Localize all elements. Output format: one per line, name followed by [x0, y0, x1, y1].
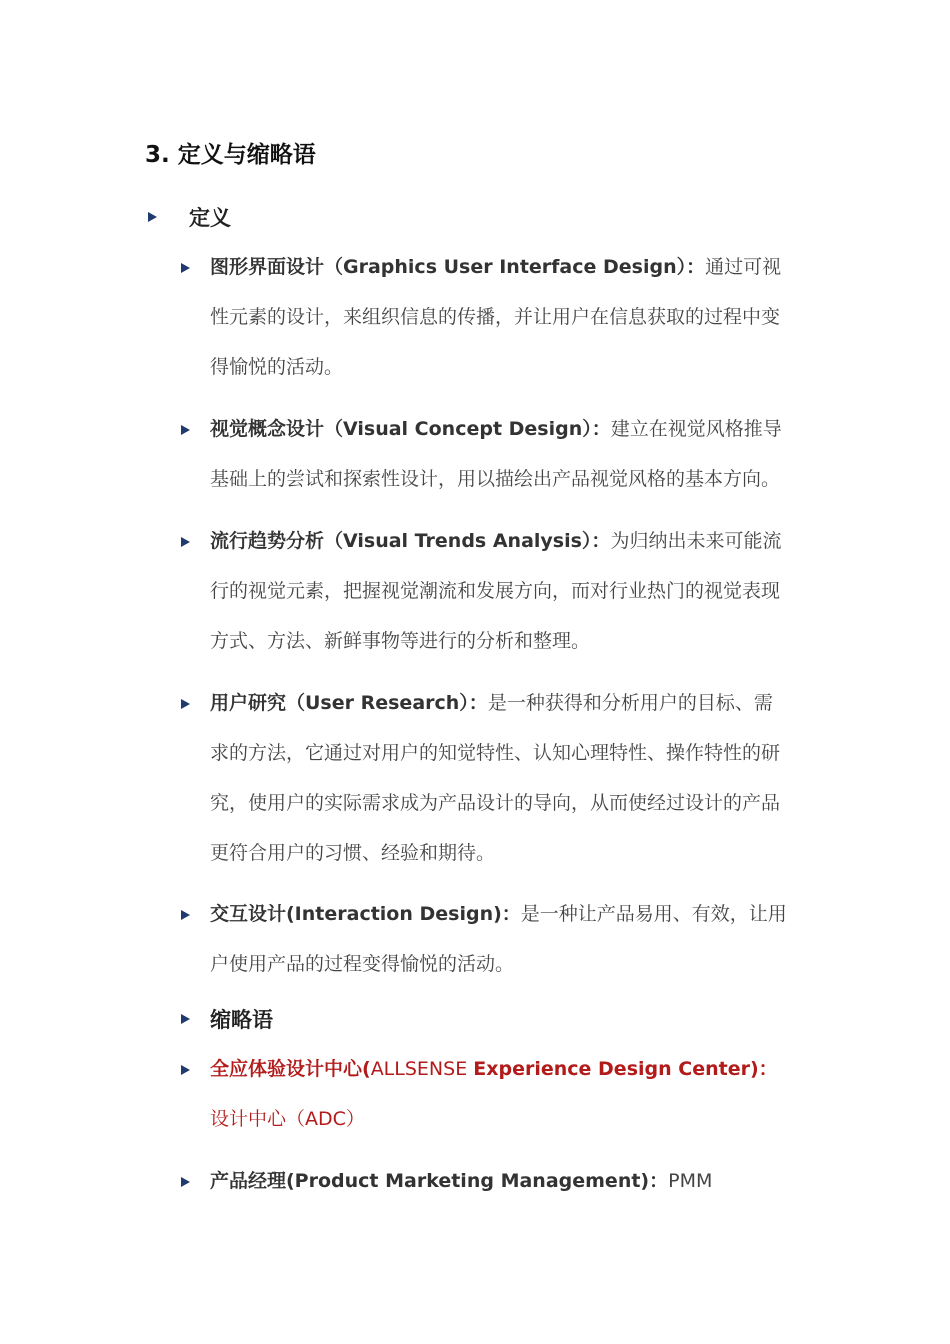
abbreviation-item: [210, 1156, 790, 1206]
abbreviation-text: PMM: [668, 1170, 713, 1192]
definition-item: [210, 516, 790, 666]
definition-item: [210, 678, 790, 878]
abbreviation-item: [210, 1044, 790, 1144]
definition-text: 为归纳出未来可能流行的视觉元素，把握视觉潮流和发展方向，而对行业热门的视觉表现方式、方法、新鲜事物等进行的分析和整理。: [210, 530, 782, 652]
abbreviation-term: 产品经理(Product Marketing Management)：: [210, 1170, 669, 1192]
bullet-arrow-icon: [181, 699, 190, 709]
section-title: 3. 定义与缩略语: [145, 142, 316, 168]
abbreviations-heading: 缩略语: [210, 1008, 273, 1032]
definition-item: [210, 404, 790, 504]
definition-term: 用户研究（User Research）：: [210, 692, 488, 714]
definition-text: 是一种让产品易用、有效，让用户使用产品的过程变得愉悦的活动。: [210, 903, 787, 975]
bullet-arrow-icon: [181, 1065, 190, 1075]
bullet-arrow-icon: [181, 910, 190, 920]
abbreviation-term-suffix: Experience Design Center)：: [473, 1058, 778, 1080]
abbreviation-term-prefix: 全应体验设计中心(: [210, 1058, 371, 1080]
bullet-arrow-icon: [181, 1177, 190, 1187]
definition-term: 流行趋势分析（Visual Trends Analysis）：: [210, 530, 611, 552]
bullet-arrow-icon: [181, 537, 190, 547]
abbreviation-text: 设计中心（ADC）: [210, 1108, 365, 1130]
abbreviation-term-plain: ALLSENSE: [370, 1058, 474, 1080]
definition-text: 通过可视性元素的设计，来组织信息的传播，并让用户在信息获取的过程中变得愉悦的活动。: [210, 256, 782, 378]
definition-term: 视觉概念设计（Visual Concept Design）：: [210, 418, 611, 440]
definition-text: 是一种获得和分析用户的目标、需求的方法，它通过对用户的知觉特性、认知心理特性、操作特性的研究，使用户的实际需求成为产品设计的导向，从而使经过设计的产品更符合用户的习惯、经验和期待。: [210, 692, 781, 864]
definition-text: 建立在视觉风格推导基础上的尝试和探索性设计，用以描绘出产品视觉风格的基本方向。: [210, 418, 782, 490]
definition-term: 图形界面设计（Graphics User Interface Design）：: [210, 256, 706, 278]
bullet-arrow-icon: [181, 1014, 190, 1024]
bullet-arrow-icon: [181, 263, 190, 273]
abbreviation-term: [210, 1058, 778, 1080]
definition-item: [210, 242, 790, 392]
definition-item: [210, 889, 790, 989]
definition-term: 交互设计(Interaction Design)：: [210, 903, 521, 925]
bullet-arrow-icon: [181, 425, 190, 435]
bullet-arrow-icon: [148, 212, 157, 222]
definitions-heading: 定义: [189, 206, 231, 230]
